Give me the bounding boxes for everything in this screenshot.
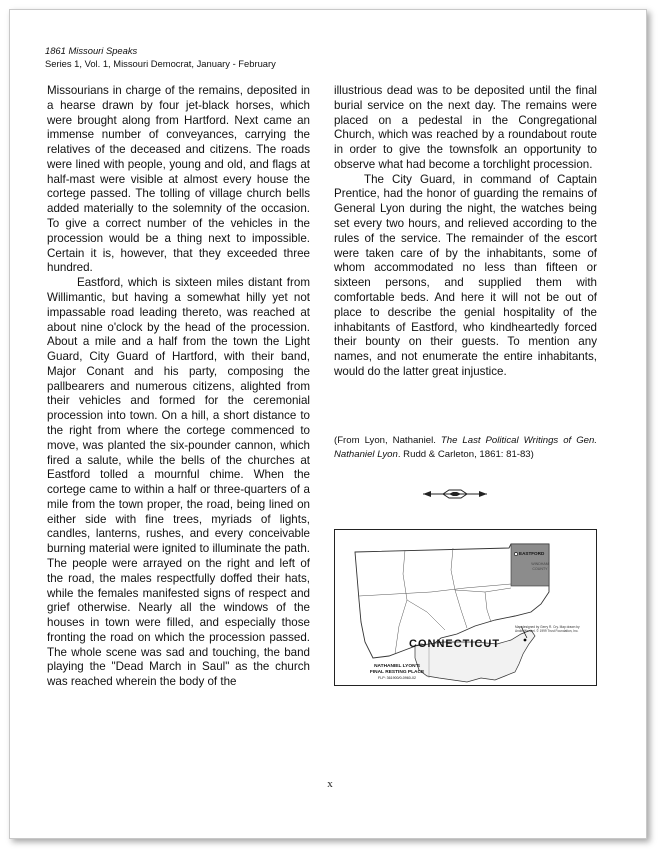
ornament-divider-icon: [423, 488, 487, 500]
right-column: [334, 84, 597, 380]
paragraph: The City Guard, in command of Captain Prentice, had the honor of guarding the remains of General Lyon during the night, the watches being set every two hours, and relieved according to the rules of the service. The remainder of the escort were taken care of by the inhabitants, some of whom accommodated no less than fifteen or sixteen persons, and supplied them with comfortable beds. And here it will not be out of place to describe the genial hospitality of the inhabitants of Eastford, who kindheartedly forced their bounty on their guests. To mention any names, and not enumerate the entire inhabitants, would do the latter great injustice.: [334, 172, 597, 378]
page-number: x: [327, 778, 333, 790]
eastford-marker-icon: [514, 552, 517, 555]
us-locator-dot-icon: [524, 639, 527, 642]
paragraph: illustrious dead was to be deposited until the final burial service on the next day. The remains were placed on a pedestal in the Congregational Church, which was reached by a roundabout route in order to give the townsfolk an opportunity to observe what had become a torchlight procession.: [334, 84, 597, 171]
running-header: [45, 44, 276, 70]
paragraph: Missourians in charge of the remains, deposited in a hearse drawn by four jet-black horses, which were brought along from Hartford. Next came an immense number of conveyances, carrying the relatives of the deceased and citizens. The roads were lined with people, young and old, and flags at half-mast were visible at almost every house the cortege passed. The tolling of village church bells added materially to the solemnity of the occasion. To give a correct number of the vehicles in the procession would be a thing next to impossible. Certain it is, however, that they exceeded three hundred.: [47, 84, 310, 275]
map-caption-code: FLP: 361900/0-0960-02: [378, 676, 416, 680]
citation: (From Lyon, Nathaniel. The Last Political Writings of Gen. Nathaniel Lyon. Rudd & Carleton, 1861: 81-83): [334, 435, 598, 460]
county-label: WINDHAM COUNTY: [531, 562, 549, 571]
state-label: CONNECTICUT: [409, 638, 501, 650]
connecticut-map: [334, 529, 597, 686]
map-credit: Map designed by Gerry R. Cry. Map drawn by Andie Wenzel. © 1999 Trust Foundation, Inc.: [515, 625, 580, 633]
eastford-label: EASTFORD: [519, 551, 545, 556]
paragraph: Eastford, which is sixteen miles distant from Willimantic, but having a somewhat hilly yet not impassable road leading thereto, was reached at about nine o'clock by the head of the procession. About a mile and a half from the town the Light Guard, City Guard of Hartford, with their band, Major Conant and his party, composing the pallbearers and numerous citizens, alighted from their vehicles and formed for the ceremonial procession into town. On a hill, a short distance to the right from where the cortege commenced to move, was planted the six-pounder cannon, which fired a salute, while the bells of the churches at Eastford tolled a mournful chime. When the cortege came to within a half or three-quarters of a mile from the town proper, the road, being lined on either side with fine trees, myriads of lights, candles, lanterns, rushes, and every conceivable burning material were ignited to illuminate the path. The people were arrayed on the right and left of the road, the males respectfully doffed their hats, while the females manifested signs of respect and grief otherwise. Nearly all the windows of the houses in town were filled, and especially those fronting the road on which the procession passed. The whole scene was sad and touching, the band playing the "Dead March in Saul" as the church was reached wherein the body of the: [47, 276, 310, 689]
series-line: Series 1, Vol. 1, Missouri Democrat, January - February: [45, 58, 276, 69]
left-column: [47, 84, 310, 690]
book-title: The Last Political Writings of Gen. Nathaniel Lyon: [334, 435, 598, 460]
map-caption-title: NATHANIEL LYON'S FINAL RESTING PLACE: [369, 664, 425, 675]
publication-title: 1861 Missouri Speaks: [45, 45, 138, 56]
